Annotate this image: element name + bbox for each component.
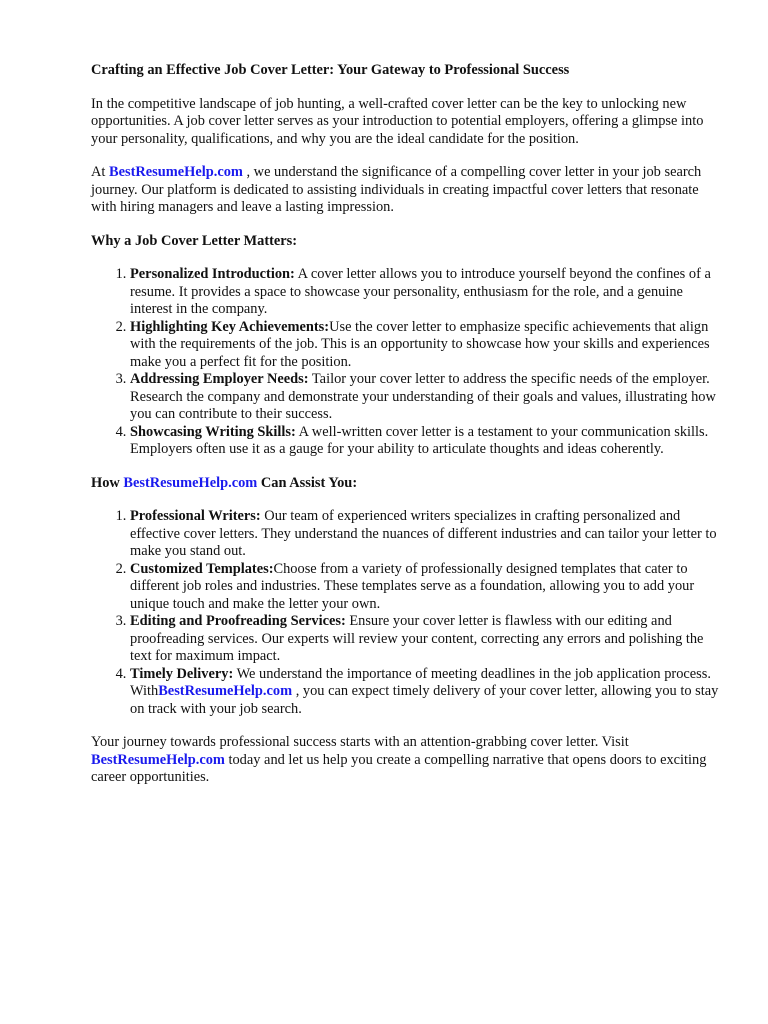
- brand-link[interactable]: BestResumeHelp.com: [109, 164, 243, 180]
- heading-how-end: Can Assist You:: [257, 474, 358, 491]
- list-item-text: Our team of experienced writers specializes in crafting personalized and effective cover letters. They understand the nuances of different industries and can tailor your letter to make you stand out.: [130, 508, 717, 559]
- list-item-text: Tailor your cover letter to address the specific needs of the employer. Research the company and demonstrate your understanding of their goals and values, illustrating how you can contribute to their success.: [130, 371, 716, 422]
- closing-paragraph: [91, 734, 721, 787]
- list-item-title: Timely Delivery:: [130, 665, 234, 682]
- list-item-text: A cover letter allows you to introduce yourself beyond the confines of a resume. It provides a space to showcase your personality, enthusiasm for the role, and a genuine interest in the company.: [130, 266, 711, 317]
- list-item: [130, 508, 721, 561]
- platform-paragraph-rest: , we understand the significance of a compelling cover letter in your job search journey. Our platform is dedicated to assisting individuals in creating impactful cover letters that resonate with hiring managers and leave a lasting impression.: [91, 164, 702, 215]
- list-item: [130, 424, 721, 459]
- section-heading-how: [91, 475, 721, 493]
- document-title: Crafting an Effective Job Cover Letter: Your Gateway to Professional Success: [91, 62, 570, 78]
- list-item-text: Use the cover letter to emphasize specific achievements that align with the requirements of the job. This is an opportunity to showcase how your skills and experiences make you a perfect fit for the position.: [130, 318, 710, 370]
- platform-paragraph: [91, 164, 721, 217]
- list-item-title: Addressing Employer Needs:: [130, 371, 309, 387]
- list-item: [130, 666, 721, 719]
- list-item: [130, 319, 721, 372]
- brand-link[interactable]: BestResumeHelp.com: [91, 751, 225, 768]
- list-item-title: Customized Templates:: [130, 560, 274, 577]
- list-item: [130, 561, 721, 614]
- list-item-text: , you can expect timely delivery of your cover letter, allowing you to stay on track with your job search.: [130, 683, 719, 717]
- list-item: [130, 266, 721, 319]
- list-item-title: Professional Writers:: [130, 508, 261, 524]
- brand-link[interactable]: BestResumeHelp.com: [158, 683, 293, 699]
- list-item-text: Ensure your cover letter is flawless with our editing and proofreading services. Our experts will review your content, correcting any errors and polishing the text for maximum impact.: [130, 613, 704, 664]
- list-item-text: Choose from a variety of professionally designed templates that cater to different job roles and industries. These templates serve as a foundation, allowing you to add your unique touch and make the letter your own.: [130, 560, 695, 612]
- how-list: [91, 508, 721, 718]
- list-item-title: Highlighting Key Achievements:: [130, 318, 330, 335]
- list-item: [130, 613, 721, 666]
- platform-paragraph-start: At: [91, 164, 109, 180]
- closing-start: Your journey towards professional success starts with an attention-grabbing cover letter. Visit: [91, 734, 629, 750]
- brand-link[interactable]: BestResumeHelp.com: [123, 474, 258, 491]
- list-item: [130, 371, 721, 424]
- list-item-title: Showcasing Writing Skills:: [130, 423, 296, 440]
- section-heading-why: Why a Job Cover Letter Matters:: [91, 232, 298, 249]
- list-item-title: Personalized Introduction:: [130, 266, 295, 282]
- why-list: [91, 266, 721, 459]
- intro-paragraph: In the competitive landscape of job hunting, a well-crafted cover letter can be the key to unlocking new opportunities. A job cover letter serves as your introduction to potential employers, offering a glimpse into your personality, qualifications, and why you are the ideal candidate for the position.: [91, 95, 704, 147]
- document-content: [91, 62, 721, 803]
- list-item-text: We understand the importance of meeting deadlines in the job application process. With: [130, 665, 711, 699]
- list-item-title: Editing and Proofreading Services:: [130, 613, 346, 629]
- list-item-text: A well-written cover letter is a testament to your communication skills. Employers often use it as a gauge for your ability to articulate thoughts and ideas coherently.: [130, 423, 709, 457]
- closing-end: today and let us help you create a compelling narrative that opens doors to exciting career opportunities.: [91, 751, 707, 785]
- heading-how-start: How: [91, 474, 124, 491]
